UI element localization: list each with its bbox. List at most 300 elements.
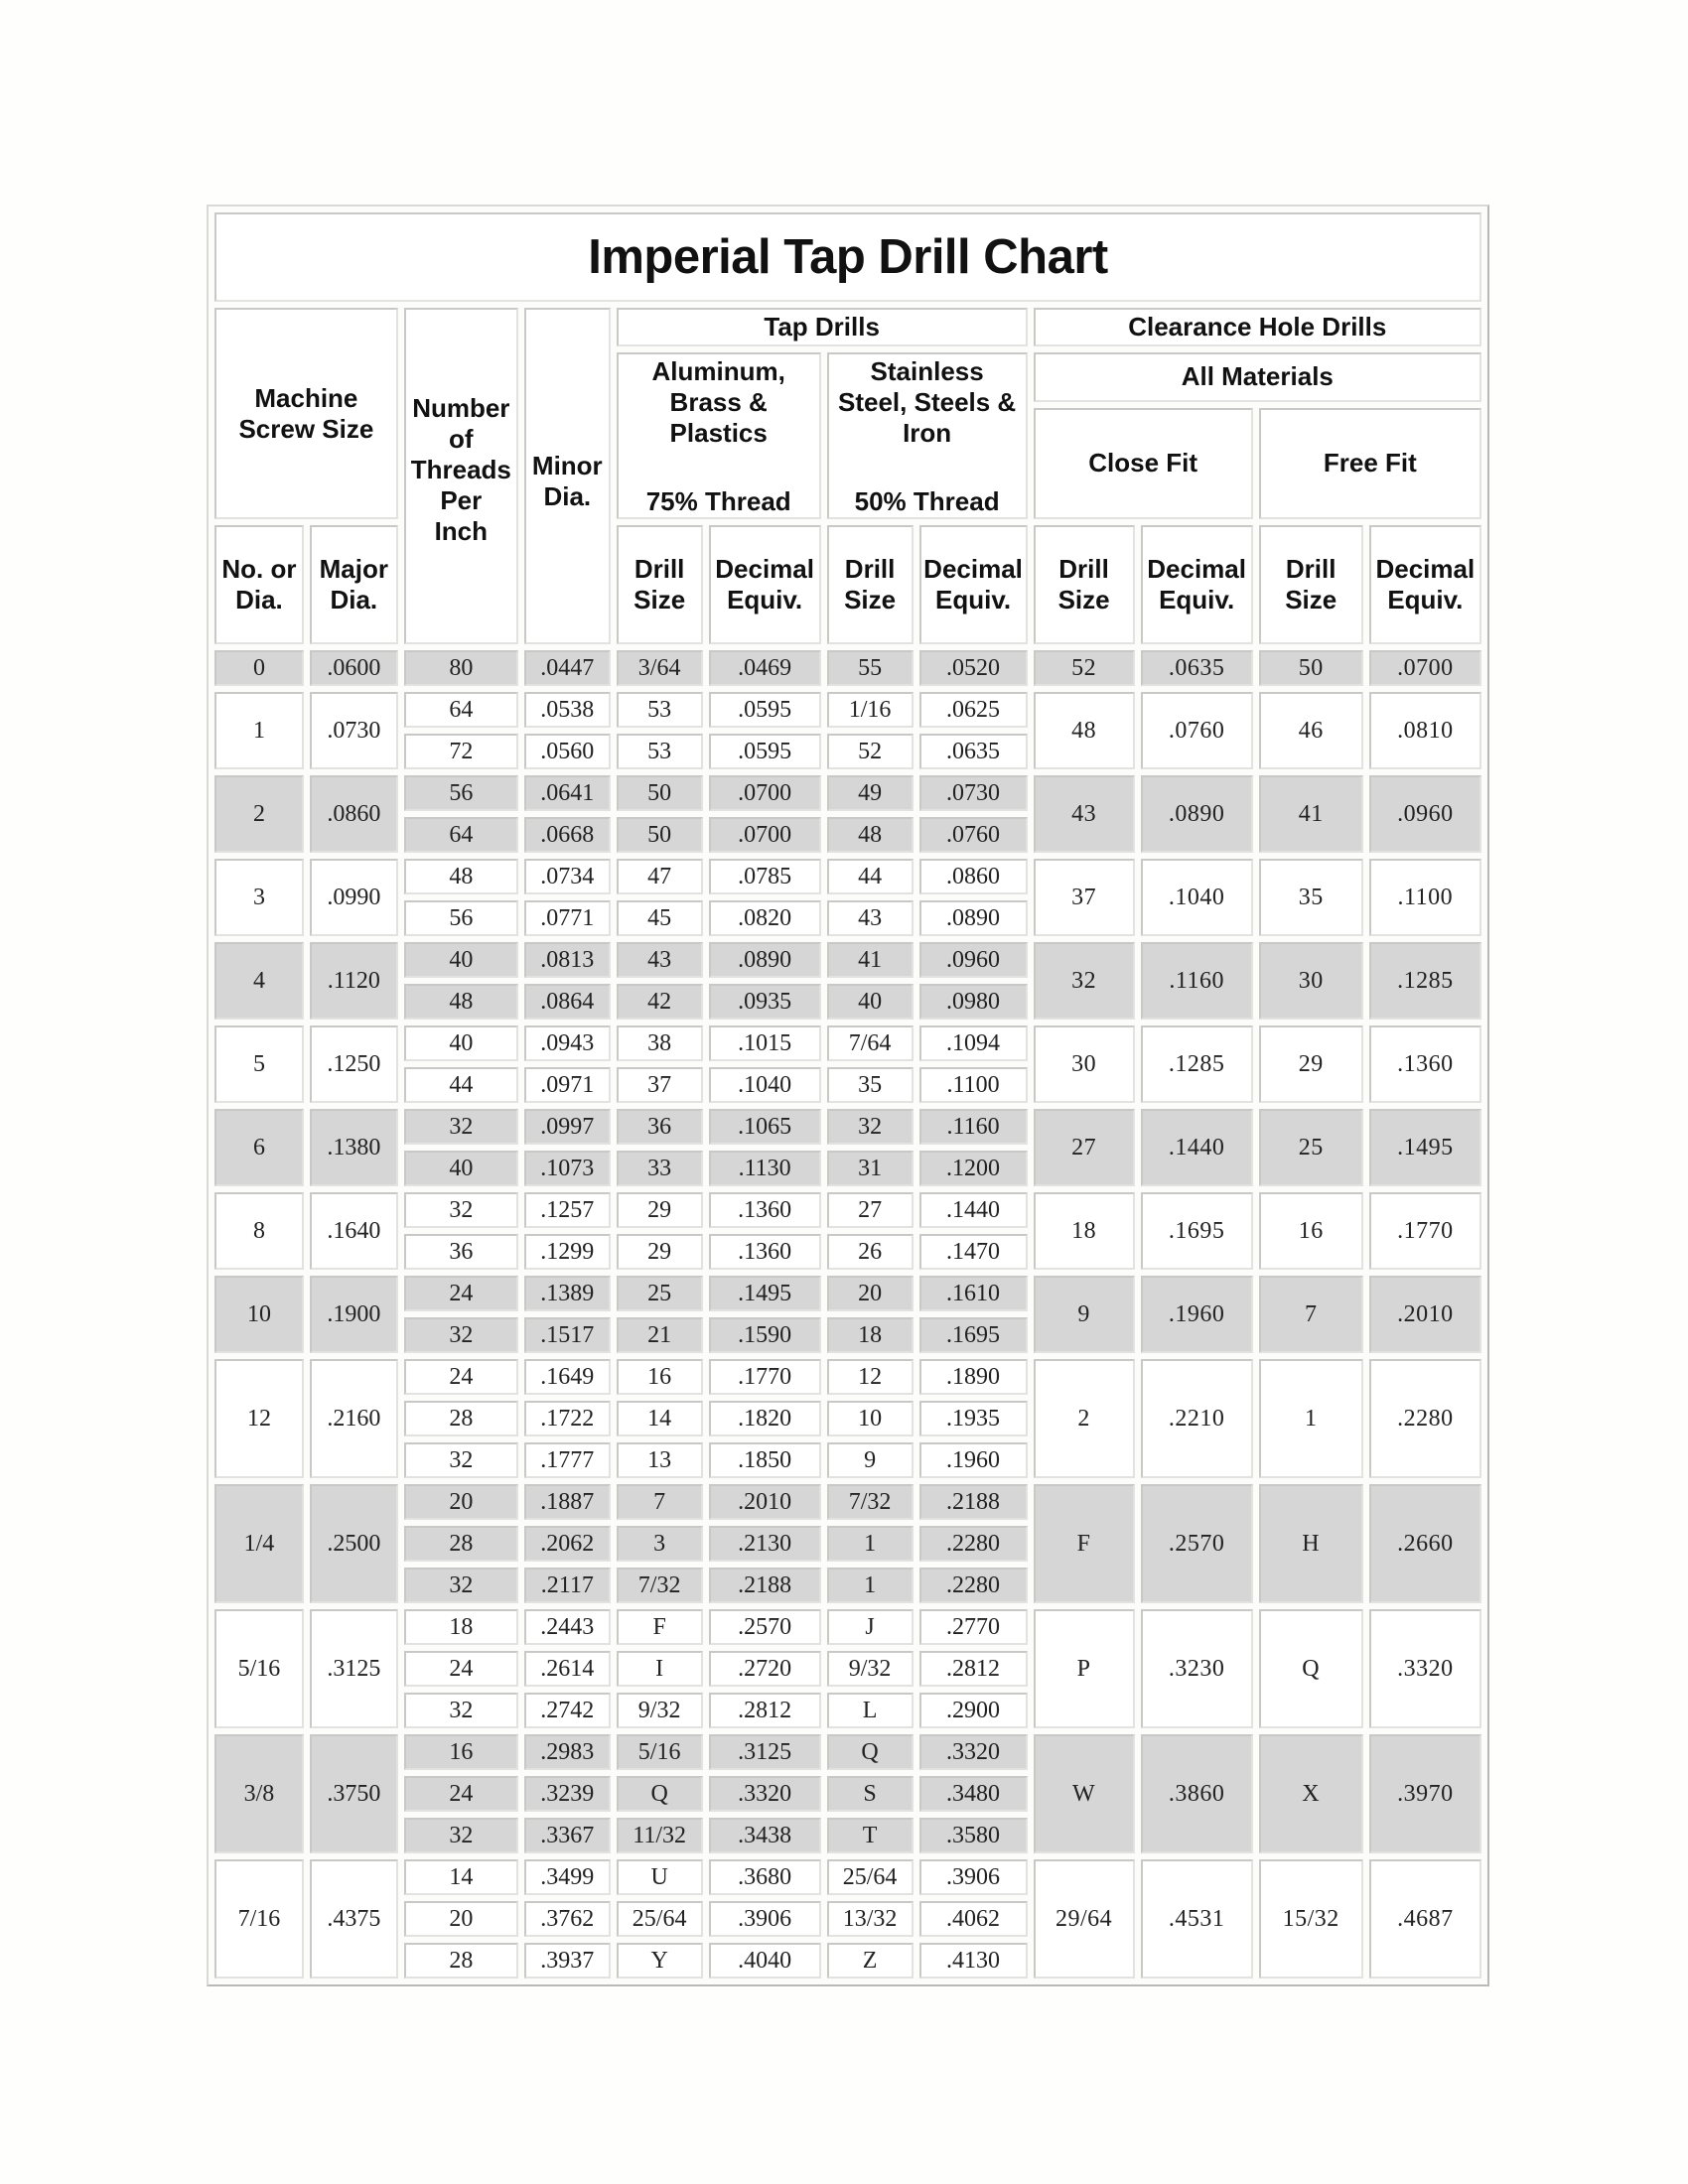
close-fit-drill-cell: W [1034, 1734, 1135, 1853]
al-dec-cell: .0820 [709, 900, 821, 936]
close-fit-decimal-cell: .4531 [1141, 1859, 1253, 1979]
threads-label-line-4: Per [440, 485, 483, 515]
ss-dec-cell: .3320 [919, 1734, 1028, 1770]
al-drill-cell: 53 [617, 734, 703, 769]
major-dia-cell: .3750 [310, 1734, 398, 1853]
ss-dec-cell: .0960 [919, 942, 1028, 978]
close-fit-drill-cell: F [1034, 1484, 1135, 1603]
minor-dia-label-line-1: Minor [531, 451, 603, 480]
threads-cell: 14 [404, 1859, 518, 1895]
al-drill-cell: 50 [617, 775, 703, 811]
threads-cell: 80 [404, 650, 518, 686]
al-drill-cell: 50 [617, 817, 703, 853]
al-dec-cell: .3125 [709, 1734, 821, 1770]
al-dec-cell: .0890 [709, 942, 821, 978]
table-row [214, 1109, 1481, 1145]
al-dec-cell: .3906 [709, 1901, 821, 1937]
al-dec-cell: .0700 [709, 775, 821, 811]
close-fit-decimal-cell: .3860 [1141, 1734, 1253, 1853]
threads-cell: 40 [404, 942, 518, 978]
ss-drill-cell: 49 [827, 775, 914, 811]
al-dec-cell: .1820 [709, 1401, 821, 1436]
threads-cell: 64 [404, 817, 518, 853]
table-row [214, 775, 1481, 811]
stainless-label-line-2: Steel, Steels & [838, 387, 1017, 417]
al-drill-cell: 37 [617, 1067, 703, 1103]
al-dec-cell: .4040 [709, 1943, 821, 1979]
free-fit-drill-cell: 16 [1259, 1192, 1363, 1270]
ss-drill-cell: 9/32 [827, 1651, 914, 1687]
al-drill-cell: U [617, 1859, 703, 1895]
al-drill-cell: Y [617, 1943, 703, 1979]
screw-size-cell: 10 [214, 1276, 304, 1353]
ss-dec-cell: .1094 [919, 1025, 1028, 1061]
al-drill-cell: 9/32 [617, 1693, 703, 1728]
al-drill-cell: Q [617, 1776, 703, 1812]
ss-drill-cell: 1/16 [827, 692, 914, 728]
threads-cell: 24 [404, 1359, 518, 1395]
ss-drill-cell: Z [827, 1943, 914, 1979]
free-fit-decimal-cell: .1495 [1369, 1109, 1481, 1186]
threads-cell: 32 [404, 1693, 518, 1728]
free-fit-drill-cell: X [1259, 1734, 1363, 1853]
close-fit-decimal-cell: .1440 [1141, 1109, 1253, 1186]
close-fit-decimal-cell: .1960 [1141, 1276, 1253, 1353]
al-dec-cell: .2720 [709, 1651, 821, 1687]
ss-drill-cell: 43 [827, 900, 914, 936]
table-body [214, 650, 1481, 1979]
threads-cell: 48 [404, 984, 518, 1020]
stainless-label-line-3: Iron [903, 418, 952, 448]
close-fit-decimal-cell: .1695 [1141, 1192, 1253, 1270]
al-dec-cell: .0935 [709, 984, 821, 1020]
close-fit-decimal-cell: .2570 [1141, 1484, 1253, 1603]
table-row [214, 859, 1481, 894]
al-drill-cell: I [617, 1651, 703, 1687]
al-dec-cell: .0700 [709, 817, 821, 853]
close-fit-drill-cell: 27 [1034, 1109, 1135, 1186]
free-fit-decimal-cell: .1285 [1369, 942, 1481, 1020]
close-fit-decimal-cell: .2210 [1141, 1359, 1253, 1478]
threads-cell: 56 [404, 900, 518, 936]
major-dia-cell: .1120 [310, 942, 398, 1020]
al-dec-cell: .1015 [709, 1025, 821, 1061]
ss-drill-cell: 35 [827, 1067, 914, 1103]
minor-cell: .3499 [524, 1859, 611, 1895]
screw-size-cell: 2 [214, 775, 304, 853]
al-drill-cell: 43 [617, 942, 703, 978]
ss-dec-cell: .0980 [919, 984, 1028, 1020]
table-row [214, 942, 1481, 978]
threads-cell: 32 [404, 1442, 518, 1478]
major-dia-cell: .2500 [310, 1484, 398, 1603]
threads-cell: 32 [404, 1317, 518, 1353]
ss-dec-cell: .0730 [919, 775, 1028, 811]
close-fit-decimal-cell: .0890 [1141, 775, 1253, 853]
screw-size-cell: 6 [214, 1109, 304, 1186]
free-fit-decimal-cell: .0960 [1369, 775, 1481, 853]
threads-cell: 32 [404, 1568, 518, 1603]
al-drill-cell: 33 [617, 1151, 703, 1186]
close-fit-decimal-cell: .0760 [1141, 692, 1253, 769]
al-dec-cell: .2010 [709, 1484, 821, 1520]
screw-size-cell: 8 [214, 1192, 304, 1270]
close-fit-decimal-cell: .0635 [1141, 650, 1253, 686]
al-drill-cell: 3 [617, 1526, 703, 1562]
al-dec-cell: .3680 [709, 1859, 821, 1895]
al-dec-cell: .0595 [709, 692, 821, 728]
free-fit-drill-size-header: Drill Size [1259, 525, 1363, 644]
threads-label-line-1: Number [412, 393, 510, 423]
threads-cell: 28 [404, 1943, 518, 1979]
minor-cell: .0997 [524, 1109, 611, 1145]
al-drill-cell: 25 [617, 1276, 703, 1311]
minor-cell: .1389 [524, 1276, 611, 1311]
ss-dec-cell: .1440 [919, 1192, 1028, 1228]
al-dec-cell: .3320 [709, 1776, 821, 1812]
ss-drill-cell: 52 [827, 734, 914, 769]
al-drill-cell: 36 [617, 1109, 703, 1145]
minor-cell: .2117 [524, 1568, 611, 1603]
minor-cell: .3937 [524, 1943, 611, 1979]
major-dia-cell: .1640 [310, 1192, 398, 1270]
tap-ss-decimal-header: Decimal Equiv. [919, 525, 1028, 644]
close-fit-drill-cell: 32 [1034, 942, 1135, 1020]
major-dia-cell: .0730 [310, 692, 398, 769]
minor-cell: .0771 [524, 900, 611, 936]
free-fit-decimal-header: Decimal Equiv. [1369, 525, 1481, 644]
close-fit-decimal-cell: .1160 [1141, 942, 1253, 1020]
table-row [214, 1484, 1481, 1520]
table-row [214, 692, 1481, 728]
free-fit-drill-cell: Q [1259, 1609, 1363, 1728]
minor-cell: .1299 [524, 1234, 611, 1270]
free-fit-decimal-cell: .0810 [1369, 692, 1481, 769]
free-fit-decimal-cell: .3970 [1369, 1734, 1481, 1853]
al-dec-cell: .1770 [709, 1359, 821, 1395]
ss-dec-cell: .4062 [919, 1901, 1028, 1937]
major-dia-cell: .1250 [310, 1025, 398, 1103]
ss-drill-cell: J [827, 1609, 914, 1645]
threads-cell: 24 [404, 1651, 518, 1687]
al-drill-cell: 38 [617, 1025, 703, 1061]
table-row [214, 1859, 1481, 1895]
threads-cell: 20 [404, 1901, 518, 1937]
al-dec-cell: .1360 [709, 1234, 821, 1270]
free-fit-drill-cell: 1 [1259, 1359, 1363, 1478]
machine-screw-size-label: Machine Screw Size [238, 382, 374, 444]
free-fit-decimal-cell: .1770 [1369, 1192, 1481, 1270]
table-row [214, 1359, 1481, 1395]
ss-dec-cell: .2280 [919, 1526, 1028, 1562]
ss-drill-cell: 44 [827, 859, 914, 894]
free-fit-decimal-cell: .2280 [1369, 1359, 1481, 1478]
ss-dec-cell: .3580 [919, 1818, 1028, 1853]
minor-cell: .1887 [524, 1484, 611, 1520]
close-fit-drill-cell: 43 [1034, 775, 1135, 853]
minor-cell: .0668 [524, 817, 611, 853]
free-fit-drill-cell: 30 [1259, 942, 1363, 1020]
minor-cell: .2443 [524, 1609, 611, 1645]
minor-cell: .0641 [524, 775, 611, 811]
al-drill-cell: 13 [617, 1442, 703, 1478]
close-fit-drill-size-header: Drill Size [1034, 525, 1135, 644]
ss-dec-cell: .1100 [919, 1067, 1028, 1103]
stainless-label-line-1: Stainless [870, 356, 984, 386]
threads-cell: 28 [404, 1526, 518, 1562]
minor-cell: .0971 [524, 1067, 611, 1103]
al-drill-cell: 45 [617, 900, 703, 936]
close-fit-drill-cell: P [1034, 1609, 1135, 1728]
ss-drill-cell: 41 [827, 942, 914, 978]
tap-al-decimal-header: Decimal Equiv. [709, 525, 821, 644]
aluminum-label-line-3: Plastics [669, 418, 768, 448]
al-drill-cell: 5/16 [617, 1734, 703, 1770]
minor-cell: .2742 [524, 1693, 611, 1728]
ss-drill-cell: 9 [827, 1442, 914, 1478]
minor-cell: .0560 [524, 734, 611, 769]
ss-drill-cell: 26 [827, 1234, 914, 1270]
major-dia-cell: .1380 [310, 1109, 398, 1186]
ss-drill-cell: 1 [827, 1526, 914, 1562]
screw-size-cell: 1 [214, 692, 304, 769]
minor-cell: .0813 [524, 942, 611, 978]
threads-cell: 32 [404, 1192, 518, 1228]
al-drill-cell: 29 [617, 1234, 703, 1270]
page-title: Imperial Tap Drill Chart [214, 212, 1481, 302]
threads-cell: 28 [404, 1401, 518, 1436]
close-fit-decimal-header: Decimal Equiv. [1141, 525, 1253, 644]
close-fit-drill-cell: 18 [1034, 1192, 1135, 1270]
ss-drill-cell: 40 [827, 984, 914, 1020]
ss-dec-cell: .0520 [919, 650, 1028, 686]
minor-cell: .0943 [524, 1025, 611, 1061]
free-fit-decimal-cell: .1100 [1369, 859, 1481, 936]
al-drill-cell: F [617, 1609, 703, 1645]
threads-cell: 64 [404, 692, 518, 728]
screw-size-cell: 1/4 [214, 1484, 304, 1603]
threads-label-line-3: Threads [410, 455, 511, 484]
ss-dec-cell: .0760 [919, 817, 1028, 853]
al-dec-cell: .0469 [709, 650, 821, 686]
al-dec-cell: .1130 [709, 1151, 821, 1186]
ss-drill-cell: 31 [827, 1151, 914, 1186]
ss-drill-cell: 7/32 [827, 1484, 914, 1520]
major-dia-cell: .4375 [310, 1859, 398, 1979]
al-dec-cell: .1040 [709, 1067, 821, 1103]
close-fit-drill-cell: 9 [1034, 1276, 1135, 1353]
close-fit-drill-cell: 52 [1034, 650, 1135, 686]
ss-drill-cell: Q [827, 1734, 914, 1770]
al-drill-cell: 16 [617, 1359, 703, 1395]
table-header [214, 212, 1481, 644]
ss-dec-cell: .1935 [919, 1401, 1028, 1436]
ss-drill-cell: 27 [827, 1192, 914, 1228]
al-drill-cell: 14 [617, 1401, 703, 1436]
threads-cell: 20 [404, 1484, 518, 1520]
minor-dia-header [524, 308, 611, 644]
ss-drill-cell: 32 [827, 1109, 914, 1145]
threads-cell: 36 [404, 1234, 518, 1270]
screw-size-cell: 5/16 [214, 1609, 304, 1728]
no-or-dia-header: No. or Dia. [214, 525, 304, 644]
screw-size-cell: 7/16 [214, 1859, 304, 1979]
threads-cell: 72 [404, 734, 518, 769]
ss-drill-cell: 25/64 [827, 1859, 914, 1895]
ss-drill-cell: 13/32 [827, 1901, 914, 1937]
al-drill-cell: 29 [617, 1192, 703, 1228]
al-dec-cell: .1065 [709, 1109, 821, 1145]
threads-cell: 44 [404, 1067, 518, 1103]
al-dec-cell: .2188 [709, 1568, 821, 1603]
free-fit-drill-cell: 35 [1259, 859, 1363, 936]
free-fit-decimal-cell: .2010 [1369, 1276, 1481, 1353]
table-row [214, 1192, 1481, 1228]
al-dec-cell: .1360 [709, 1192, 821, 1228]
ss-dec-cell: .0635 [919, 734, 1028, 769]
screw-size-cell: 3 [214, 859, 304, 936]
major-dia-cell: .2160 [310, 1359, 398, 1478]
al-dec-cell: .3438 [709, 1818, 821, 1853]
free-fit-drill-cell: 25 [1259, 1109, 1363, 1186]
tap-drill-chart-table [207, 205, 1489, 1986]
table-row [214, 1609, 1481, 1645]
tap-ss-drill-size-header: Drill Size [827, 525, 914, 644]
aluminum-brass-plastics-header [617, 352, 821, 519]
threads-cell: 16 [404, 1734, 518, 1770]
al-drill-cell: 25/64 [617, 1901, 703, 1937]
minor-cell: .0447 [524, 650, 611, 686]
ss-drill-cell: T [827, 1818, 914, 1853]
threads-cell: 32 [404, 1109, 518, 1145]
ss-dec-cell: .4130 [919, 1943, 1028, 1979]
al-drill-cell: 21 [617, 1317, 703, 1353]
aluminum-label-line-2: Brass & [669, 387, 768, 417]
al-dec-cell: .2570 [709, 1609, 821, 1645]
free-fit-drill-cell: 15/32 [1259, 1859, 1363, 1979]
ss-drill-cell: 7/64 [827, 1025, 914, 1061]
minor-cell: .2614 [524, 1651, 611, 1687]
minor-cell: .3239 [524, 1776, 611, 1812]
screw-size-cell: 12 [214, 1359, 304, 1478]
close-fit-drill-cell: 2 [1034, 1359, 1135, 1478]
ss-dec-cell: .1695 [919, 1317, 1028, 1353]
free-fit-drill-cell: 7 [1259, 1276, 1363, 1353]
threads-cell: 32 [404, 1818, 518, 1853]
ss-drill-cell: L [827, 1693, 914, 1728]
screw-size-cell: 3/8 [214, 1734, 304, 1853]
al-dec-cell: .2130 [709, 1526, 821, 1562]
threads-cell: 40 [404, 1151, 518, 1186]
major-dia-cell: .0600 [310, 650, 398, 686]
close-fit-decimal-cell: .1040 [1141, 859, 1253, 936]
threads-cell: 24 [404, 1276, 518, 1311]
stainless-thread-percent: 50% Thread [854, 486, 1000, 516]
minor-cell: .0734 [524, 859, 611, 894]
minor-cell: .1777 [524, 1442, 611, 1478]
table-row [214, 650, 1481, 686]
close-fit-drill-cell: 48 [1034, 692, 1135, 769]
table-row [214, 1734, 1481, 1770]
table-row [214, 1025, 1481, 1061]
ss-dec-cell: .3480 [919, 1776, 1028, 1812]
ss-dec-cell: .2188 [919, 1484, 1028, 1520]
free-fit-drill-cell: 50 [1259, 650, 1363, 686]
ss-dec-cell: .3906 [919, 1859, 1028, 1895]
free-fit-decimal-cell: .0700 [1369, 650, 1481, 686]
ss-drill-cell: 55 [827, 650, 914, 686]
ss-dec-cell: .0625 [919, 692, 1028, 728]
threads-label-line-2: of [449, 424, 474, 454]
free-fit-drill-cell: H [1259, 1484, 1363, 1603]
al-dec-cell: .1495 [709, 1276, 821, 1311]
ss-drill-cell: S [827, 1776, 914, 1812]
minor-cell: .1722 [524, 1401, 611, 1436]
aluminum-thread-percent: 75% Thread [645, 486, 791, 516]
free-fit-decimal-cell: .1360 [1369, 1025, 1481, 1103]
ss-dec-cell: .1610 [919, 1276, 1028, 1311]
al-drill-cell: 53 [617, 692, 703, 728]
tap-al-drill-size-header: Drill Size [617, 525, 703, 644]
ss-dec-cell: .2812 [919, 1651, 1028, 1687]
ss-dec-cell: .1890 [919, 1359, 1028, 1395]
close-fit-drill-cell: 29/64 [1034, 1859, 1135, 1979]
table-row [214, 1276, 1481, 1311]
close-fit-header: Close Fit [1034, 408, 1253, 519]
al-dec-cell: .1850 [709, 1442, 821, 1478]
ss-drill-cell: 1 [827, 1568, 914, 1603]
free-fit-header: Free Fit [1259, 408, 1481, 519]
threads-cell: 56 [404, 775, 518, 811]
free-fit-drill-cell: 29 [1259, 1025, 1363, 1103]
ss-drill-cell: 48 [827, 817, 914, 853]
screw-size-cell: 4 [214, 942, 304, 1020]
minor-cell: .1073 [524, 1151, 611, 1186]
free-fit-drill-cell: 46 [1259, 692, 1363, 769]
ss-dec-cell: .0890 [919, 900, 1028, 936]
free-fit-drill-cell: 41 [1259, 775, 1363, 853]
minor-cell: .1257 [524, 1192, 611, 1228]
ss-dec-cell: .2280 [919, 1568, 1028, 1603]
ss-dec-cell: .1160 [919, 1109, 1028, 1145]
free-fit-decimal-cell: .4687 [1369, 1859, 1481, 1979]
free-fit-decimal-cell: .3320 [1369, 1609, 1481, 1728]
minor-cell: .1649 [524, 1359, 611, 1395]
machine-screw-size-header [214, 308, 398, 519]
al-drill-cell: 42 [617, 984, 703, 1020]
minor-dia-label-line-2: Dia. [543, 481, 592, 511]
major-dia-header: Major Dia. [310, 525, 398, 644]
stainless-steel-iron-header [827, 352, 1028, 519]
al-dec-cell: .2812 [709, 1693, 821, 1728]
close-fit-decimal-cell: .3230 [1141, 1609, 1253, 1728]
minor-cell: .1517 [524, 1317, 611, 1353]
threads-cell: 24 [404, 1776, 518, 1812]
major-dia-cell: .3125 [310, 1609, 398, 1728]
ss-dec-cell: .1200 [919, 1151, 1028, 1186]
ss-drill-cell: 10 [827, 1401, 914, 1436]
tap-drills-header: Tap Drills [617, 308, 1028, 346]
al-drill-cell: 7/32 [617, 1568, 703, 1603]
minor-cell: .2983 [524, 1734, 611, 1770]
screw-size-cell: 5 [214, 1025, 304, 1103]
close-fit-decimal-cell: .1285 [1141, 1025, 1253, 1103]
major-dia-cell: .0860 [310, 775, 398, 853]
ss-drill-cell: 12 [827, 1359, 914, 1395]
al-dec-cell: .1590 [709, 1317, 821, 1353]
al-drill-cell: 7 [617, 1484, 703, 1520]
close-fit-drill-cell: 37 [1034, 859, 1135, 936]
